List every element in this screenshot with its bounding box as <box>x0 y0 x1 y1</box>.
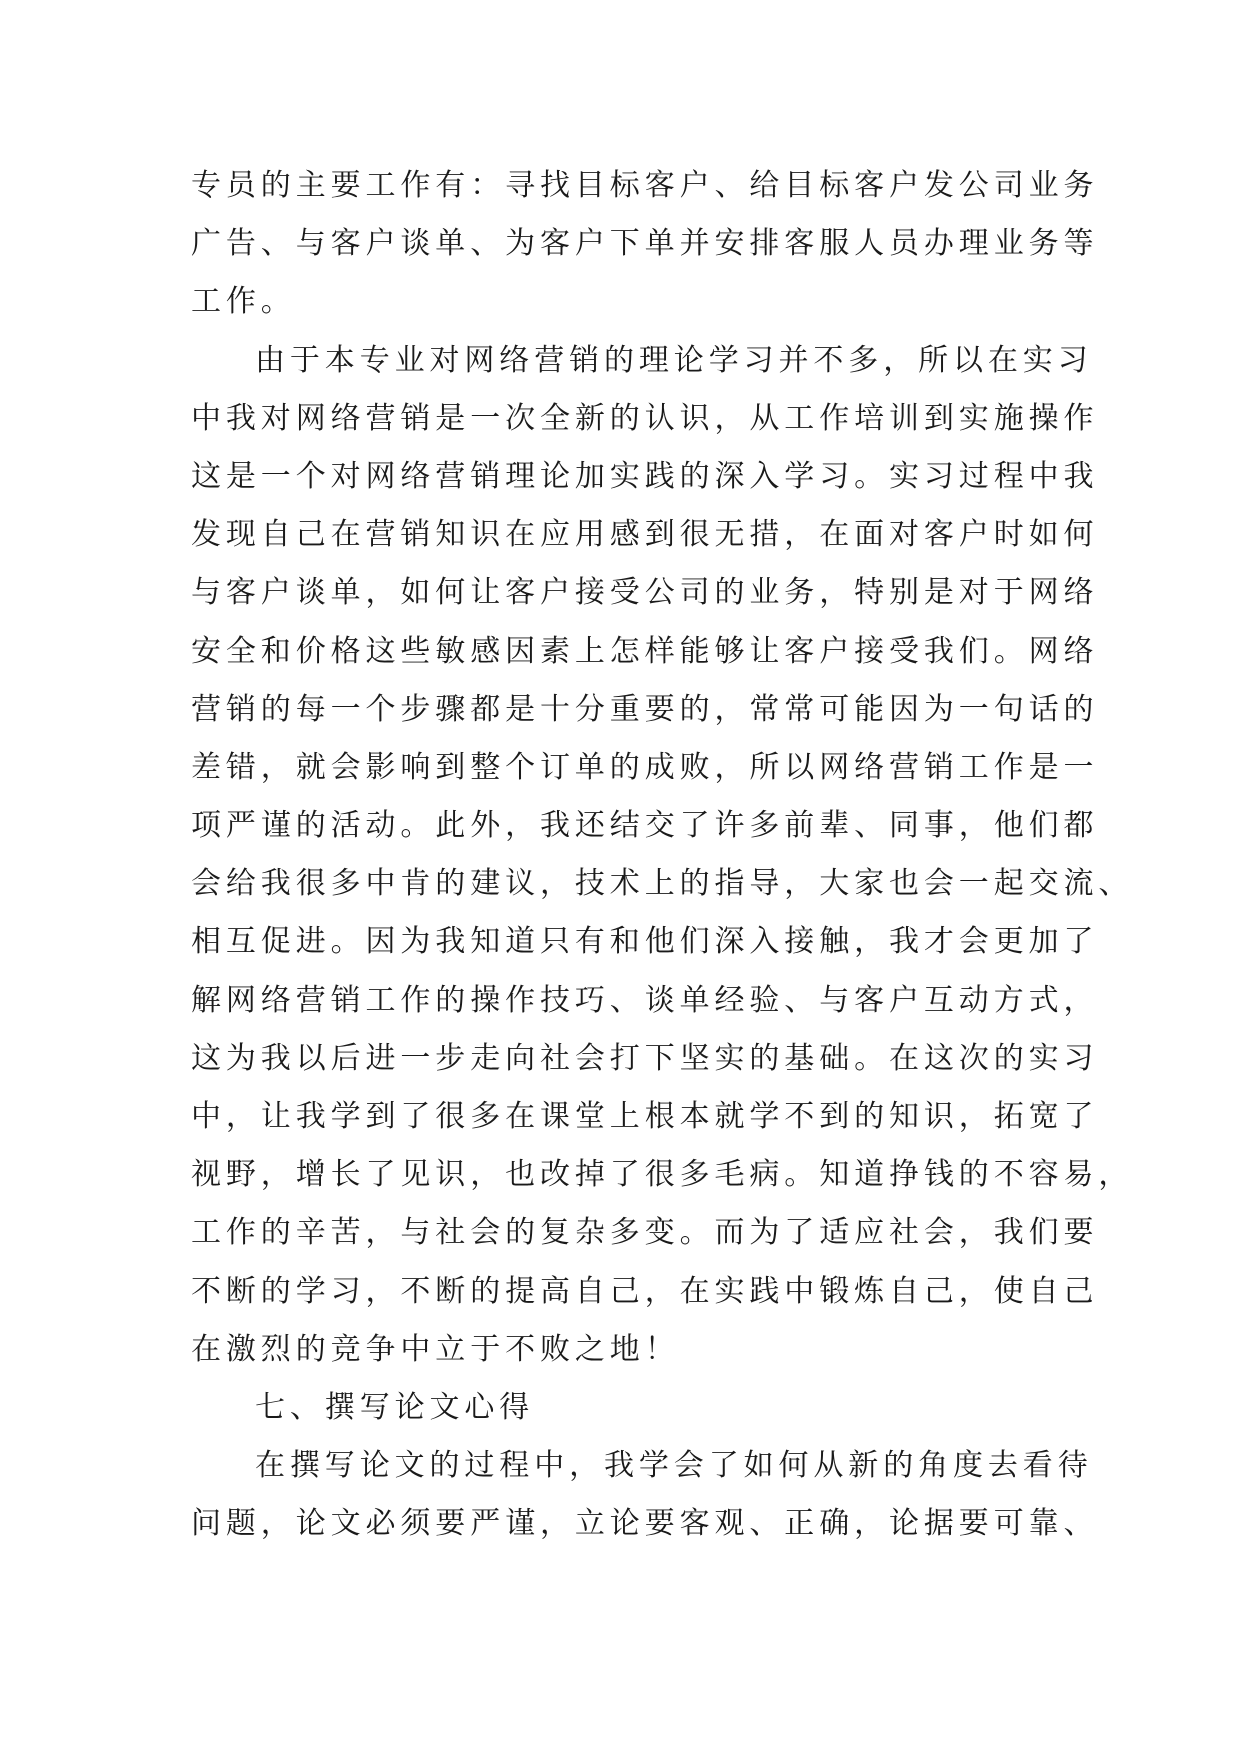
text-line: 这是一个对网络营销理论加实践的深入学习。实习过程中我 <box>191 458 1099 494</box>
text-line: 差错，就会影响到整个订单的成败，所以网络营销工作是一 <box>191 749 1099 785</box>
text-line: 安全和价格这些敏感因素上怎样能够让客户接受我们。网络 <box>191 633 1099 669</box>
text-line: 相互促进。因为我知道只有和他们深入接触，我才会更加了 <box>191 924 1099 960</box>
text-line: 广告、与客户谈单、为客户下单并安排客服人员办理业务等 <box>191 226 1099 262</box>
text-line: 与客户谈单，如何让客户接受公司的业务，特别是对于网络 <box>191 575 1099 611</box>
text-line: 不断的学习，不断的提高自己，在实践中锻炼自己，使自己 <box>191 1273 1099 1309</box>
text-line: 解网络营销工作的操作技巧、谈单经验、与客户互动方式， <box>191 982 1099 1018</box>
text-line: 视野，增长了见识，也改掉了很多毛病。知道挣钱的不容易， <box>191 1157 1134 1193</box>
text-line: 在激烈的竞争中立于不败之地！ <box>191 1331 680 1367</box>
text-line: 专员的主要工作有：寻找目标客户、给目标客户发公司业务 <box>191 168 1099 203</box>
text-line: 工作的辛苦，与社会的复杂多变。而为了适应社会，我们要 <box>191 1215 1099 1251</box>
text-line: 发现自己在营销知识在应用感到很无措，在面对客户时如何 <box>191 517 1099 553</box>
body-text <box>191 157 1134 1554</box>
text-line: 问题，论文必须要严谨，立论要客观、正确，论据要可靠、 <box>191 1506 1099 1542</box>
text-line: 会给我很多中肯的建议，技术上的指导，大家也会一起交流、 <box>191 866 1134 902</box>
text-line: 项严谨的活动。此外，我还结交了许多前辈、同事，他们都 <box>191 808 1099 844</box>
section-heading: 七、撰写论文心得 <box>255 1389 535 1425</box>
text-line: 工作。 <box>191 284 296 320</box>
text-line: 中，让我学到了很多在课堂上根本就学不到的知识，拓宽了 <box>191 1099 1099 1134</box>
paragraph-first-line: 在撰写论文的过程中，我学会了如何从新的角度去看待 <box>255 1448 1093 1484</box>
text-line: 这为我以后进一步走向社会打下坚实的基础。在这次的实习 <box>191 1040 1099 1076</box>
text-line: 中我对网络营销是一次全新的认识，从工作培训到实施操作 <box>191 400 1099 436</box>
paragraph-first-line: 由于本专业对网络营销的理论学习并不多，所以在实习 <box>255 342 1093 378</box>
text-line: 营销的每一个步骤都是十分重要的，常常可能因为一句话的 <box>191 691 1099 727</box>
